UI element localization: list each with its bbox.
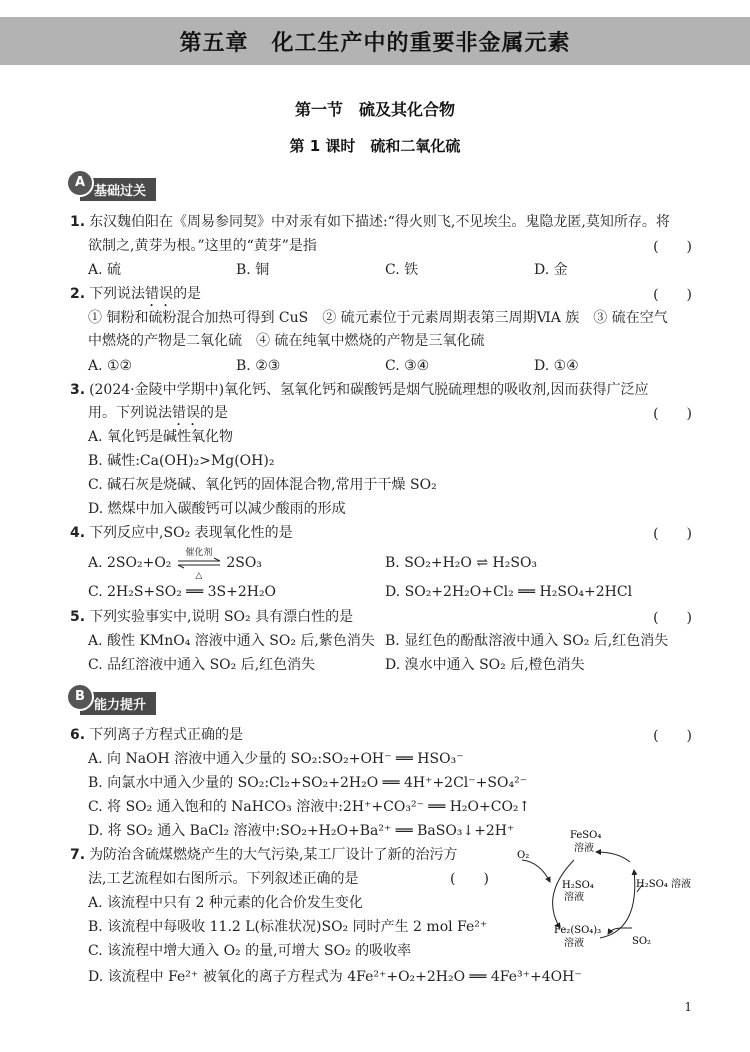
diagram-o2: O₂ bbox=[517, 850, 530, 861]
chapter-title: 第五章 化工生产中的重要非金属元素 bbox=[179, 30, 571, 56]
q6-option-a: A. 向 NaOH 溶液中通入少量的 SO₂:SO₂+OH⁻ ══ HSO₃⁻ bbox=[88, 751, 464, 767]
section-badge-advanced bbox=[66, 689, 156, 714]
q1-option-d: D. 金 bbox=[534, 262, 568, 278]
q2-answer-paren: ( ) bbox=[653, 287, 692, 303]
badge-label-advanced: 能力提升 bbox=[80, 692, 156, 715]
q1-option-a: A. 硫 bbox=[88, 262, 122, 278]
q2-line1: ① 铜粉和硫粉混合加热可得到 CuS ② 硫元素位于元素周期表第三周期ⅥA 族 ③ 硫在空气 bbox=[88, 310, 668, 326]
q7-option-b: B. 该流程中每吸收 11.2 L(标准状况)SO₂ 同时产生 2 mol Fe²⁺ bbox=[88, 919, 488, 935]
badge-letter-a: A bbox=[66, 169, 94, 197]
q7-option-c: C. 该流程中增大通入 O₂ 的量,可增大 SO₂ 的吸收率 bbox=[88, 943, 412, 959]
q1-answer-paren: ( ) bbox=[653, 239, 692, 255]
q2-stem: 2. 下列说法错误的是 bbox=[70, 286, 202, 302]
section-badge-basic bbox=[66, 175, 156, 200]
q3-answer-paren: ( ) bbox=[653, 406, 692, 422]
page-number: 1 bbox=[684, 1000, 692, 1014]
q7-flow-diagram bbox=[512, 820, 702, 955]
q3-line1: 3. (2024·金陵中学期中)氧化钙、氢氧化钙和碳酸钙是烟气脱硫理想的吸收剂,因而获得广泛应 bbox=[70, 382, 649, 398]
badge-label-basic: 基础过关 bbox=[80, 178, 156, 201]
q2-option-a: A. ①② bbox=[88, 358, 133, 374]
q5-option-a: A. 酸性 KMnO₄ 溶液中通入 SO₂ 后,紫色消失 bbox=[88, 633, 375, 649]
q4-option-a: A. 2SO₂+O₂ 催化剂 △ 2SO₃ bbox=[88, 548, 262, 581]
diagram-h2so4-mid: H₂SO₄ bbox=[562, 880, 594, 891]
diagram-fe2so43-sol: 溶液 bbox=[564, 938, 584, 949]
q4-option-d: D. SO₂+2H₂O+Cl₂ ══ H₂SO₄+2HCl bbox=[385, 584, 633, 600]
q4-option-b: B. SO₂+H₂O ⇌ H₂SO₃ bbox=[385, 555, 538, 571]
q6-option-c: C. 将 SO₂ 通入饱和的 NaHCO₃ 溶液中:2H⁺+CO₃²⁻ ══ H₂O+CO₂↑ bbox=[88, 799, 531, 815]
q7-option-a: A. 该流程中只有 2 种元素的化合价发生变化 bbox=[88, 895, 363, 911]
badge-letter-b: B bbox=[66, 683, 94, 711]
q3-option-b: B. 碱性:Ca(OH)₂>Mg(OH)₂ bbox=[88, 453, 275, 469]
q1-line1: 1. 东汉魏伯阳在《周易参同契》中对汞有如下描述:“得火则飞,不见埃尘。鬼隐龙匿,莫知所存。将 bbox=[70, 214, 670, 230]
diagram-h2so4-mid-sol: 溶液 bbox=[564, 892, 584, 903]
q5-option-c: C. 品红溶液中通入 SO₂ 后,红色消失 bbox=[88, 657, 316, 673]
diagram-feso4-sol: 溶液 bbox=[574, 843, 594, 854]
diagram-so2: SO₂ bbox=[632, 936, 652, 947]
q1-option-b: B. 铜 bbox=[236, 262, 270, 278]
q7-answer-paren: ( ) bbox=[450, 871, 489, 887]
q5-stem: 5. 下列实验事实中,说明 SO₂ 具有漂白性的是 bbox=[70, 609, 354, 625]
q3-line2: 用。下列说法错误的是 bbox=[88, 405, 228, 421]
q7-option-d: D. 该流程中 Fe²⁺ 被氧化的离子方程式为 4Fe²⁺+O₂+2H₂O ══ 4Fe³⁺+4OH⁻ bbox=[88, 969, 582, 985]
q5-option-d: D. 溴水中通入 SO₂ 后,橙色消失 bbox=[385, 657, 585, 673]
q2-option-b: B. ②③ bbox=[236, 358, 281, 374]
q7-line1: 7. 为防治含硫煤燃烧产生的大气污染,某工厂设计了新的治污方 bbox=[70, 847, 458, 863]
q6-option-d: D. 将 SO₂ 通入 BaCl₂ 溶液中:SO₂+H₂O+Ba²⁺ ══ BaSO₃↓+2H⁺ bbox=[88, 823, 515, 839]
q1-line2: 欲制之,黄芽为根。”这里的“黄芽”是指 bbox=[88, 238, 317, 254]
q6-answer-paren: ( ) bbox=[653, 728, 692, 744]
q5-answer-paren: ( ) bbox=[653, 610, 692, 626]
lesson-title: 第 1 课时 硫和二氧化硫 bbox=[289, 137, 461, 155]
q3-option-c: C. 碱石灰是烧碱、氧化钙的固体混合物,常用于干燥 SO₂ bbox=[88, 477, 437, 493]
section-title: 第一节 硫及其化合物 bbox=[294, 100, 455, 119]
q4-answer-paren: ( ) bbox=[653, 526, 692, 542]
q2-option-c: C. ③④ bbox=[385, 358, 430, 374]
q6-option-b: B. 向氯水中通入少量的 SO₂:Cl₂+SO₂+2H₂O ══ 4H⁺+2Cl⁻+SO₄²⁻ bbox=[88, 775, 528, 791]
diagram-fe2so43: Fe₂(SO₄)₃ bbox=[554, 925, 602, 936]
q6-stem: 6. 下列离子方程式正确的是 bbox=[70, 727, 244, 743]
q5-option-b: B. 显红色的酚酞溶液中通入 SO₂ 后,红色消失 bbox=[385, 633, 669, 649]
q2-option-d: D. ①④ bbox=[534, 358, 579, 374]
q3-option-d: D. 燃煤中加入碳酸钙可以减少酸雨的形成 bbox=[88, 501, 346, 517]
q4-stem: 4. 下列反应中,SO₂ 表现氧化性的是 bbox=[70, 525, 293, 541]
q3-option-a: A. 氧化钙是碱性氧化物 bbox=[88, 429, 234, 445]
chapter-banner bbox=[0, 17, 750, 65]
q1-option-c: C. 铁 bbox=[385, 262, 419, 278]
diagram-h2so4-out: H₂SO₄ 溶液 bbox=[636, 879, 691, 890]
q4-catalyst-arrow: 催化剂 △ bbox=[176, 553, 222, 573]
q4-option-c: C. 2H₂S+SO₂ ══ 3S+2H₂O bbox=[88, 584, 277, 600]
q2-line2: 中燃烧的产物是二氧化硫 ④ 硫在纯氧中燃烧的产物是三氧化硫 bbox=[88, 333, 485, 349]
q7-line2: 法,工艺流程如右图所示。下列叙述正确的是 bbox=[88, 871, 359, 887]
diagram-feso4: FeSO₄ bbox=[570, 830, 602, 841]
